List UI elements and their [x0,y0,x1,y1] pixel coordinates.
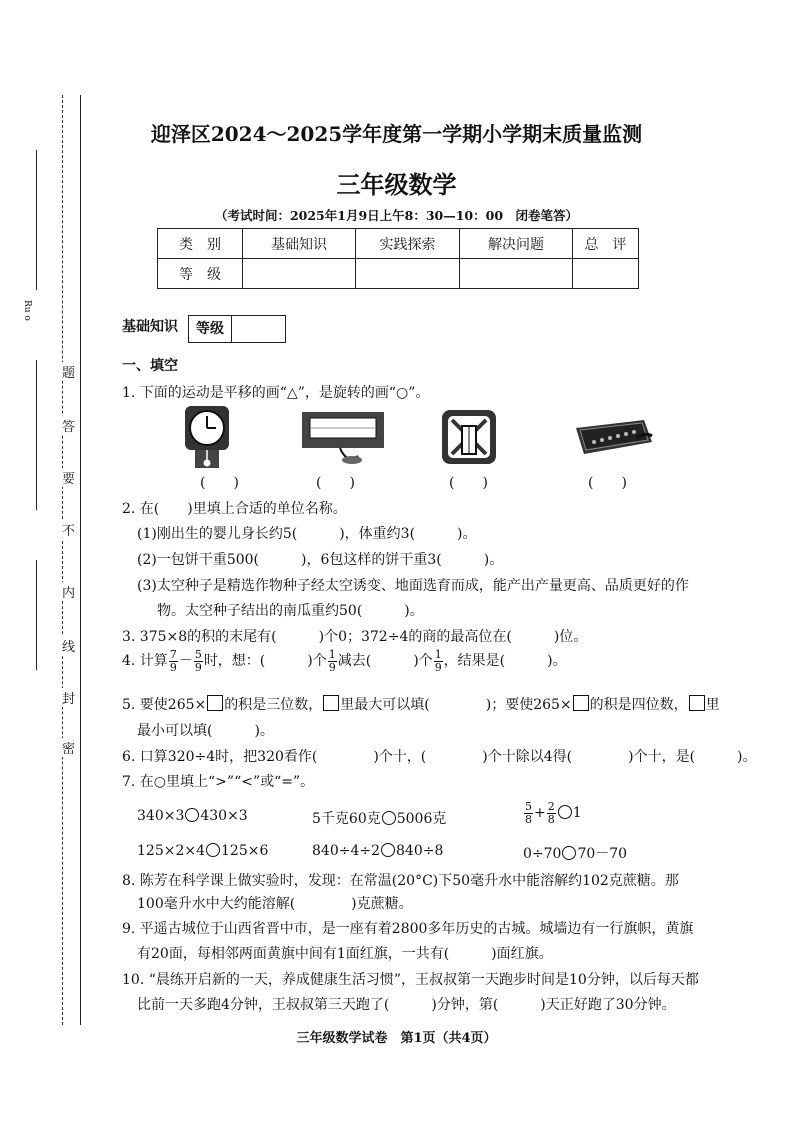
square-box [689,695,705,711]
part-title: 一、填空 [122,358,178,374]
window-crank-icon [440,408,498,466]
grade-cell[interactable] [573,259,639,289]
compare-item: 0÷70 70－70 [523,846,628,862]
class-write-line [36,360,37,510]
question-8: 8. 陈芳在科学课上做实验时，发现：在常温(20°C)下50毫升水中能溶解约102克蔗糖。那 [122,873,679,889]
answer-paren[interactable]: ( ) [449,475,488,491]
square-box [207,695,223,711]
question-10-cont: 比前一天多跑4分钟，王叔叔第三天跑了( )分钟，第( )天正好跑了30分钟。 [137,997,676,1013]
fraction: $\frac{5}{9}$ [194,647,202,674]
question-1: 1. 下面的运动是平移的画“△”，是旋转的画“○”。 [122,385,430,401]
compare-circle[interactable] [381,843,395,857]
question-5-cont: 最小可以填( )。 [137,723,274,739]
answer-paren[interactable]: ( ) [316,475,355,491]
question-5 [122,694,720,714]
binding-char-6: 线 [62,636,75,655]
compare-circle[interactable] [382,811,396,825]
minus-sign: － [178,653,193,669]
section-grade-box[interactable] [188,315,286,343]
binding-char-1: 题 [62,362,75,381]
square-box [323,695,339,711]
question-2-3b: 物。太空种子结出的南瓜重约50( )。 [157,603,424,619]
q5-text-c: 里最大可以填( )；要使265× [340,697,572,713]
q5-text-b: 的积是三位数， [224,697,323,713]
q4-text-d: ，结果是( )。 [443,653,567,669]
question-9-cont: 有20面，每相邻两面黄旗中间有1面红旗，一共有( )面红旗。 [137,946,553,962]
abacus-icon [566,418,654,458]
binding-char-7: 封 [62,688,75,707]
fraction: $\frac{7}{9}$ [169,647,177,674]
binding-char-5: 内 [62,582,75,601]
compare-circle[interactable] [562,846,576,860]
compare-item: $\frac{5}{8}$ + $\frac{2}{8}$ 1 [525,799,582,826]
grade-cell[interactable] [460,259,573,289]
question-7: 7. 在○里填上“>”“<”或“=”。 [122,774,315,790]
section-grade-label: 等级 [189,316,232,342]
grade-table-header: 总 评 [573,229,639,259]
answer-paren[interactable]: ( ) [588,475,627,491]
compare-item: 5千克60克 5006克 [312,811,447,827]
compare-item: 840÷4÷2 840÷8 [312,843,444,859]
binding-char-4: 不 [62,520,75,539]
section-label: 基础知识 [122,319,178,335]
q5-text-a: 5. 要使265× [122,697,207,713]
fraction: $\frac{2}{8}$ [547,799,555,826]
grade-table-header: 解决问题 [460,229,573,259]
grade-table-header: 基础知识 [243,229,356,259]
grade-table-row [158,259,639,289]
fraction: $\frac{1}{9}$ [434,647,442,674]
q5-text-d: 的积是四位数， [589,697,688,713]
exam-title: 迎泽区2024～2025学年度第一学期小学期末质量监测 [150,122,643,146]
question-2-3a: (3)太空种子是精选作物种子经太空诱变、地面选育而成，能产出产量更高、品质更好的作 [137,578,689,594]
compare-circle[interactable] [206,843,220,857]
square-box [573,695,589,711]
q5-text-e: 里 [705,697,720,713]
grade-table-header: 类 别 [158,229,243,259]
drawer-icon [300,410,386,466]
q4-text-b: 时，想：( )个 [203,653,327,669]
question-9: 9. 平遥古城位于山西省晋中市，是一座有着2800多年历史的古城。城墙边有一行旗帜，黄旗 [122,921,694,937]
grade-cell[interactable] [243,259,356,289]
fraction: $\frac{1}{9}$ [328,647,336,674]
exam-info: （考试时间：2025年1月9日上午8：30—10：00 闭卷笔答） [214,208,579,223]
q4-text-a: 4. 计算 [122,653,168,669]
compare-item: 125×2×4 125×6 [137,843,269,859]
binding-char-8: 密 [62,738,75,757]
school-write-line [36,560,37,670]
dashed-cut-line [62,95,63,1025]
grade-cell[interactable] [356,259,460,289]
compare-circle[interactable] [558,805,572,819]
clock-pendulum-icon [183,404,231,470]
question-2-2: (2)一包饼干重500( )，6包这样的饼干重3( )。 [137,552,504,568]
fraction: $\frac{5}{8}$ [525,799,532,826]
side-mark: Ru o [22,300,32,321]
question-8-cont: 100毫升水中大约能溶解( )克蔗糖。 [137,896,413,912]
question-10: 10. “晨练开启新的一天，养成健康生活习惯”，王叔叔第一天跑步时间是10分钟，以后每天都 [122,972,699,988]
solid-border-line [80,95,81,1025]
question-6: 6. 口算320÷4时，把320看作( )个十，( )个十除以4得( )个十，是( )。 [122,749,757,765]
question-2-1: (1)刚出生的婴儿身长约5( )，体重约3( )。 [137,526,477,542]
grade-table-header: 实践探索 [356,229,460,259]
binding-char-2: 答 [62,416,75,435]
question-4 [122,648,567,674]
question-3: 3. 375×8的积的末尾有( )个0；372÷4的商的最高位在( )位。 [122,629,588,645]
binding-char-3: 要 [62,468,75,487]
question-2: 2. 在( )里填上合适的单位名称。 [122,501,347,517]
compare-item: 340×3 430×3 [137,808,248,824]
grade-table-header-row [158,229,639,259]
page-footer: 三年级数学试卷 第1页（共4页） [296,1031,497,1046]
grade-table [157,228,639,289]
answer-paren[interactable]: ( ) [200,475,239,491]
q4-text-c: 减去( )个 [337,653,433,669]
compare-circle[interactable] [185,808,199,822]
grade-row-label: 等 级 [158,259,243,289]
subject-title: 三年级数学 [336,171,457,199]
